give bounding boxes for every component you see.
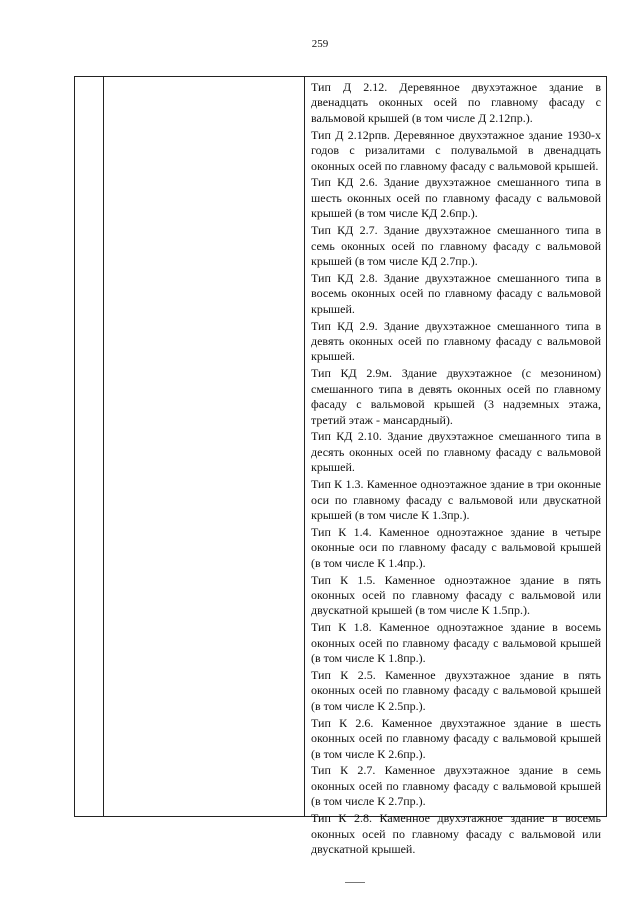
type-entry: Тип Д 2.12рпв. Деревянное двухэтажное здание 1930-х годов с ризалитами с полувальмой в двенадцать оконных осей по главному фасаду с вальмовой крышей. — [311, 127, 601, 173]
scan-mark — [345, 882, 365, 883]
type-entry: Тип К 2.7. Каменное двухэтажное здание в семь оконных осей по главному фасаду с вальмовой крышей (в том числе К 2.7пр.). — [311, 763, 601, 809]
page-number: 259 — [311, 38, 329, 50]
type-entry: Тип КД 2.9м. Здание двухэтажное (с мезонином) смешанного типа в девять оконных осей по главному фасаду с вальмовой крышей (3 надземных этажа, третий этаж - мансардный). — [311, 366, 601, 427]
table-column-number — [75, 77, 104, 816]
type-entry: Тип К 2.6. Каменное двухэтажное здание в шесть оконных осей по главному фасаду с вальмовой крышей (в том числе К 2.6пр.). — [311, 715, 601, 761]
type-entry: Тип К 1.4. Каменное одноэтажное здание в четыре оконные оси по главному фасаду с вальмовой крышей (в том числе К 1.4пр.). — [311, 524, 601, 570]
table-column-description — [305, 77, 606, 856]
type-entry: Тип КД 2.7. Здание двухэтажное смешанного типа в семь оконных осей по главному фасаду с вальмовой крышей (в том числе КД 2.7пр.). — [311, 223, 601, 268]
type-entry: Тип К 2.8. Каменное двухэтажное здание в восемь оконных осей по главному фасаду с вальмовой или двускатной крышей. — [311, 811, 601, 856]
type-entry: Тип КД 2.6. Здание двухэтажное смешанного типа в шесть оконных осей по главному фасаду с вальмовой крышей (в том числе КД 2.6пр.). — [311, 175, 601, 221]
type-entry: Тип КД 2.9. Здание двухэтажное смешанного типа в девять оконных осей по главному фасаду с вальмовой крышей. — [311, 318, 601, 364]
type-entry: Тип К 2.5. Каменное двухэтажное здание в пять оконных осей по главному фасаду с вальмовой крышей (в том числе К 2.5пр.). — [311, 668, 601, 713]
table-column-name — [104, 77, 305, 816]
type-entry: Тип К 1.8. Каменное одноэтажное здание в восемь оконных осей по главному фасаду с вальмовой крышей (в том числе К 1.8пр.). — [311, 620, 601, 666]
building-types-table — [74, 76, 607, 856]
type-entry: Тип КД 2.10. Здание двухэтажное смешанного типа в десять оконных осей по главному фасаду с вальмовой крышей. — [311, 429, 601, 475]
type-entry: Тип К 1.3. Каменное одноэтажное здание в три оконные оси по главному фасаду с вальмовой или двускатной крышей (в том числе К 1.3пр.). — [311, 477, 601, 522]
type-entry: Тип КД 2.8. Здание двухэтажное смешанного типа в восемь оконных осей по главному фасаду с вальмовой крышей. — [311, 270, 601, 316]
type-entry: Тип К 1.5. Каменное одноэтажное здание в пять оконных осей по главному фасаду с вальмовой или двускатной крышей (в том числе К 1.5пр.). — [311, 572, 601, 618]
type-entry: Тип Д 2.12. Деревянное двухэтажное здание в двенадцать оконных осей по главному фасаду с вальмовой крышей (в том числе Д 2.12пр.). — [311, 80, 601, 125]
